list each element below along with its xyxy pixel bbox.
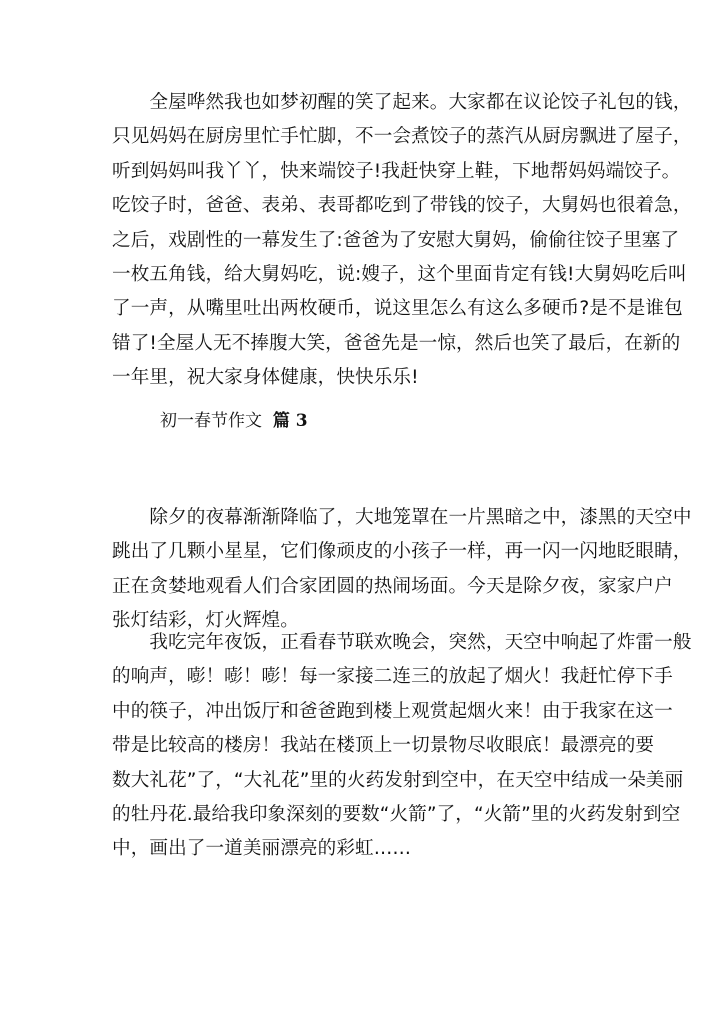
- paragraph-line: 数大礼花”了，“大礼花”里的火药发射到空中，在天空中结成一朵美丽: [112, 769, 684, 791]
- paragraph-line: 只见妈妈在厨房里忙手忙脚，不一会煮饺子的蒸汽从厨房飘进了屋子，: [112, 126, 692, 148]
- paragraph-line: 我吃完年夜饭，正看春节联欢晚会，突然，天空中响起了炸雷一般: [112, 632, 692, 653]
- paragraph-line: 之后，戏剧性的一幕发生了:爸爸为了安慰大舅妈，偷偷往饺子里塞了: [112, 229, 680, 251]
- paragraph-line: 一枚五角钱，给大舅妈吃，说:嫂子，这个里面肯定有钱!大舅妈吃后叫: [112, 264, 687, 286]
- paragraph-2: [112, 501, 692, 639]
- paragraph-line: 听到妈妈叫我丫丫，快来端饺子!我赶快穿上鞋，下地帮妈妈端饺子。: [112, 160, 681, 182]
- paragraph-line: 张灯结彩，灯火辉煌。: [112, 610, 299, 632]
- paragraph-line: 吃饺子时，爸爸、表弟、表哥都吃到了带钱的饺子，大舅妈也很着急，: [112, 195, 692, 217]
- paragraph-1: [112, 86, 692, 396]
- paragraph-line: 跳出了几颗小星星，它们像顽皮的小孩子一样，再一闪一闪地眨眼睛，: [112, 541, 692, 563]
- section-heading: [160, 409, 308, 433]
- paragraph-line: 的牡丹花.最给我印象深刻的要数“火箭”了，“火箭”里的火药发射到空: [112, 804, 681, 826]
- paragraph-line: 中，画出了一道美丽漂亮的彩虹……: [112, 838, 412, 860]
- heading-title: 初一春节作文: [160, 411, 262, 431]
- paragraph-line: 一年里，祝大家身体健康，快快乐乐!: [112, 367, 419, 389]
- paragraph-3: [112, 626, 692, 867]
- paragraph-line: 了一声，从嘴里吐出两枚硬币，说这里怎么有这么多硬币?是不是谁包: [112, 298, 683, 320]
- heading-part: 篇 3: [272, 411, 308, 431]
- paragraph-line: 的响声，嘭！嘭！嘭！每一家接二连三的放起了烟火！我赶忙停下手: [112, 666, 673, 688]
- paragraph-line: 中的筷子，冲出饭厅和爸爸跑到楼上观赏起烟火来！由于我家在这一: [112, 700, 673, 722]
- paragraph-line: 除夕的夜幕渐渐降临了，大地笼罩在一片黑暗之中，漆黑的天空中: [112, 507, 692, 528]
- paragraph-line: 错了!全屋人无不捧腹大笑，爸爸先是一惊，然后也笑了最后，在新的: [112, 332, 681, 354]
- paragraph-line: 全屋哗然我也如梦初醒的笑了起来。大家都在议论饺子礼包的钱，: [112, 92, 692, 113]
- paragraph-line: 正在贪婪地观看人们合家团圆的热闹场面。今天是除夕夜，家家户户: [112, 575, 673, 597]
- paragraph-line: 带是比较高的楼房！我站在楼顶上一切景物尽收眼底！最漂亮的要: [112, 735, 655, 757]
